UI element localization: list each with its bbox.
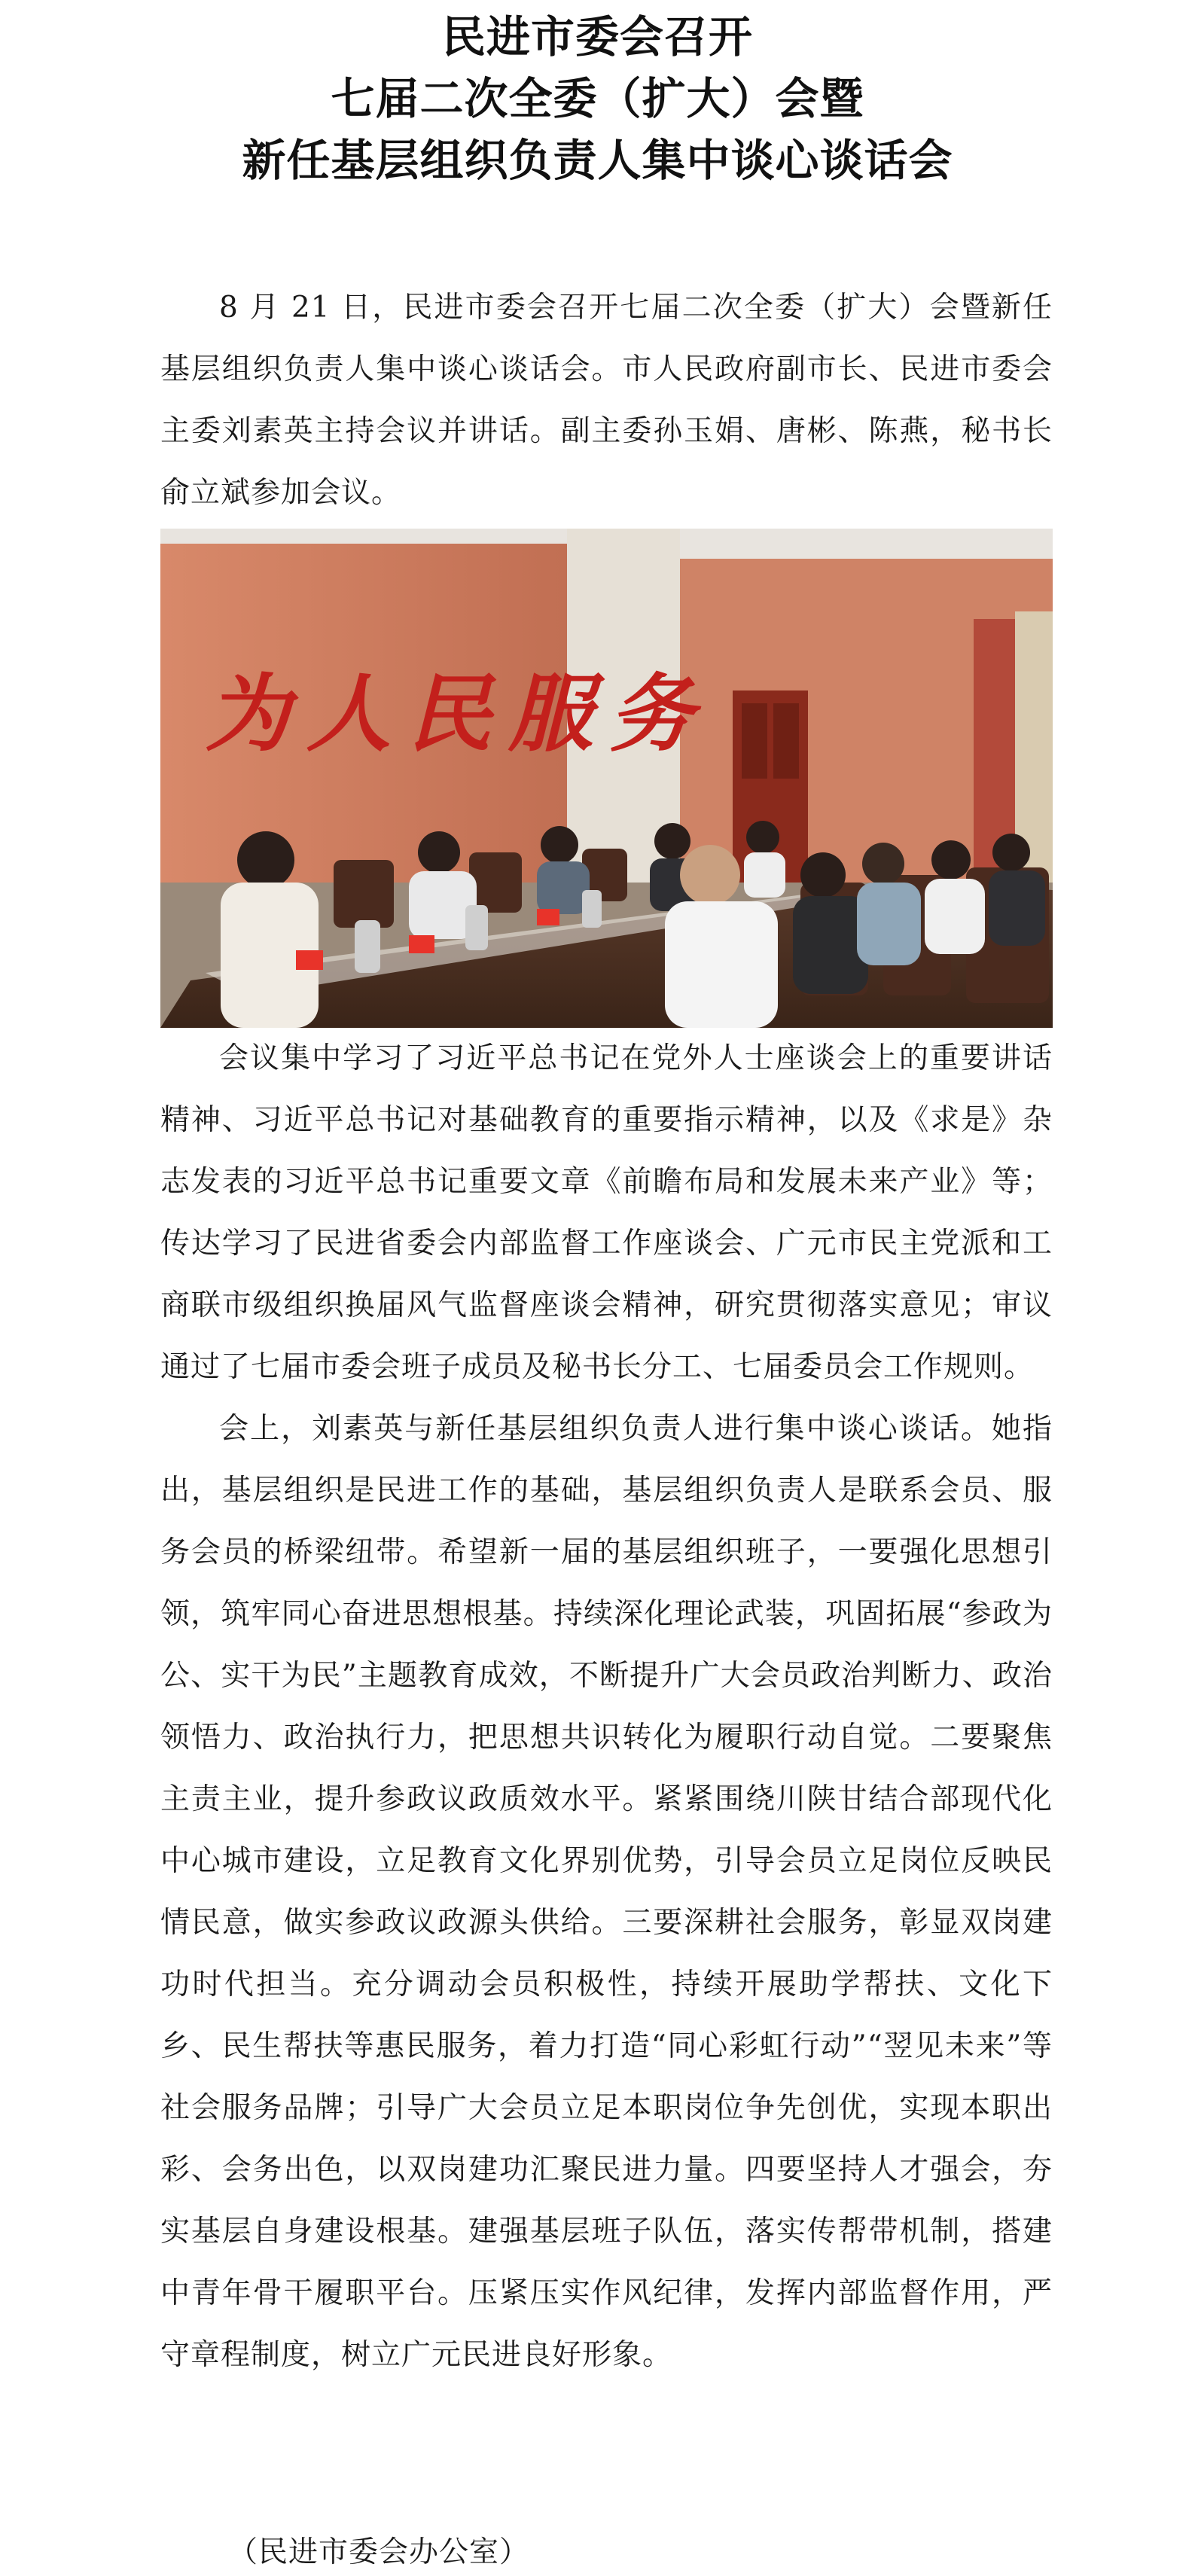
wall-slogan: 为人民服务 <box>206 665 710 764</box>
title-line-2: 七届二次全委（扩大）会暨 <box>331 73 864 124</box>
paragraph-block-1 <box>160 277 1053 524</box>
title-line-3: 新任基层组织负责人集中谈心谈话会 <box>242 135 953 186</box>
paragraph-block-2 <box>160 1028 1053 2386</box>
source-note: （民进市委会办公室） <box>228 2535 530 2569</box>
meeting-photo-image <box>160 529 1053 1028</box>
article-title <box>0 6 1195 191</box>
paragraph-intro: 8 月 21 日，民进市委会召开七届二次全委（扩大）会暨新任基层组织负责人集中谈心谈话会。市人民政府副市长、民进市委会主委刘素英主持会议并讲话。副主委孙玉娟、唐彬、陈燕，秘书长俞立斌参加会议。 <box>160 291 1053 510</box>
paragraph-study: 会议集中学习了习近平总书记在党外人士座谈会上的重要讲话精神、习近平总书记对基础教育的重要指示精神，以及《求是》杂志发表的习近平总书记重要文章《前瞻布局和发展未来产业》等；传达学习了民进省委会内部监督工作座谈会、广元市民主党派和工商联市级组织换届风气监督座谈会精神，研究贯彻落实意见；审议通过了七届市委会班子成员及秘书长分工、七届委员会工作规则。 <box>160 1041 1053 1384</box>
title-line-1: 民进市委会召开 <box>441 11 753 62</box>
paragraph-speech: 会上，刘素英与新任基层组织负责人进行集中谈心谈话。她指出，基层组织是民进工作的基础，基层组织负责人是联系会员、服务会员的桥梁纽带。希望新一届的基层组织班子，一要强化思想引领，筑牢同心奋进思想根基。持续深化理论武装，巩固拓展“参政为公、实干为民”主题教育成效，不断提升广大会员政治判断力、政治领悟力、政治执行力，把思想共识转化为履职行动自觉。二要聚焦主责主业，提升参政议政质效水平。紧紧围绕川陕甘结合部现代化中心城市建设，立足教育文化界别优势，引导会员立足岗位反映民情民意，做实参政议政源头供给。三要深耕社会服务，彰显双岗建功时代担当。充分调动会员积极性，持续开展助学帮扶、文化下乡、民生帮扶等惠民服务，着力打造“同心彩虹行动”“翌见未来”等社会服务品牌；引导广大会员立足本职岗位争先创优，实现本职出彩、会务出色，以双岗建功汇聚民进力量。四要坚持人才强会，夯实基层自身建设根基。建强基层班子队伍，落实传帮带机制，搭建中青年骨干履职平台。压紧压实作风纪律，发挥内部监督作用，严守章程制度，树立广元民进良好形象。 <box>160 1412 1053 2372</box>
meeting-photo <box>160 529 1053 1028</box>
